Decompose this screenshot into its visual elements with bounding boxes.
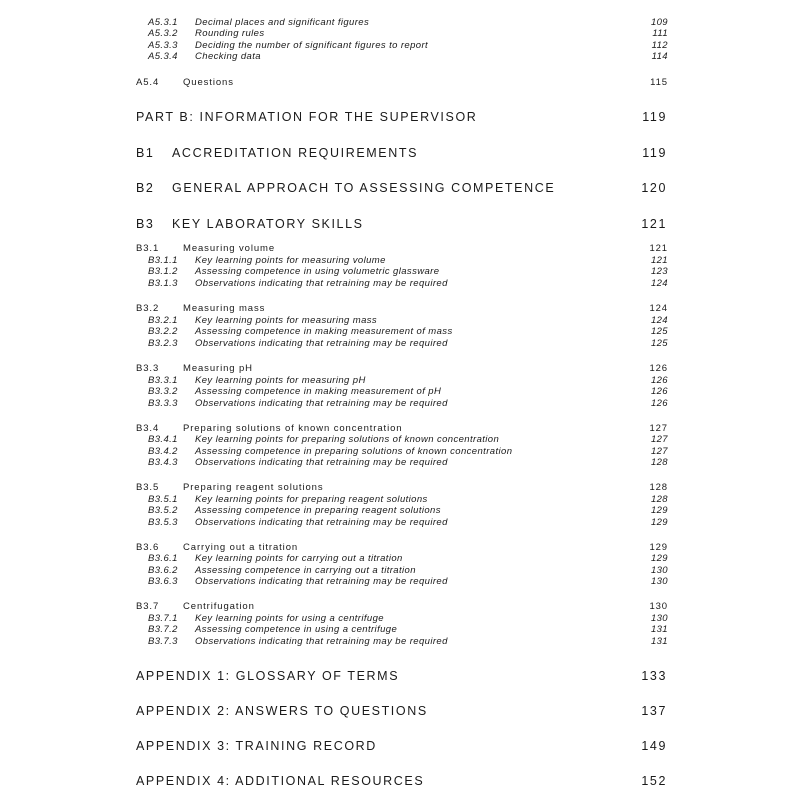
entry-page: 119 — [642, 146, 667, 160]
toc-subentry[interactable] — [0, 457, 800, 471]
toc-chapter-b2[interactable] — [0, 180, 800, 198]
entry-number: A5.3.2 — [148, 28, 178, 39]
entry-title: Assessing competence in carrying out a titration — [195, 565, 416, 576]
entry-number: B3.3.1 — [148, 375, 178, 386]
entry-title: APPENDIX 4: ADDITIONAL RESOURCES — [136, 774, 425, 788]
toc-subentry[interactable] — [0, 338, 800, 352]
entry-page: 128 — [649, 482, 668, 493]
entry-number: B3.7 — [136, 601, 160, 612]
entry-number: B3.3.2 — [148, 386, 178, 397]
entry-page: 130 — [650, 565, 668, 576]
entry-title: Assessing competence in making measurement of pH — [195, 386, 442, 397]
entry-page: 125 — [650, 338, 668, 349]
entry-page: 127 — [650, 434, 668, 445]
entry-title: Assessing competence in making measurement of mass — [195, 326, 453, 337]
entry-page: 121 — [641, 217, 667, 231]
entry-title: Observations indicating that retraining may be required — [195, 278, 448, 289]
toc-chapter-b3[interactable] — [0, 216, 800, 234]
entry-number: B3.2.3 — [148, 338, 178, 349]
entry-number: B3.6.3 — [148, 576, 178, 587]
entry-number: B3.1.2 — [148, 266, 178, 277]
entry-page: 114 — [651, 51, 668, 62]
entry-number: B3.2.1 — [148, 315, 178, 326]
entry-title: Questions — [183, 77, 234, 88]
toc-subentry[interactable] — [0, 576, 800, 590]
entry-title: Deciding the number of significant figures to report — [195, 40, 429, 51]
entry-number: B3.5.2 — [148, 505, 178, 516]
entry-page: 125 — [650, 326, 668, 337]
entry-page: 109 — [650, 17, 668, 28]
entry-title: Checking data — [195, 51, 261, 62]
entry-number: B3.6.2 — [148, 565, 178, 576]
entry-title: Preparing solutions of known concentration — [183, 423, 403, 434]
toc-subentry[interactable] — [0, 398, 800, 412]
entry-page: 127 — [649, 423, 668, 434]
entry-title: Observations indicating that retraining may be required — [195, 338, 448, 349]
entry-page: 121 — [650, 255, 668, 266]
toc-subentry[interactable] — [0, 51, 800, 65]
entry-number: B3.4.3 — [148, 457, 178, 468]
entry-title: APPENDIX 1: GLOSSARY OF TERMS — [136, 669, 400, 683]
entry-number: B3.2.2 — [148, 326, 178, 337]
entry-number: B3.6 — [136, 542, 160, 553]
entry-page: 127 — [650, 446, 668, 457]
entry-number: B3.7.1 — [148, 613, 178, 624]
entry-page: 130 — [650, 576, 668, 587]
entry-title: Measuring pH — [183, 363, 253, 374]
entry-page: 133 — [641, 669, 667, 683]
entry-page: 152 — [641, 774, 667, 788]
entry-title: Observations indicating that retraining may be required — [195, 517, 448, 528]
entry-number: B3.5.1 — [148, 494, 178, 505]
entry-number: B3.2 — [136, 303, 160, 314]
toc-subentry[interactable] — [0, 278, 800, 292]
entry-title: Key learning points for measuring pH — [195, 375, 366, 386]
entry-title: Key learning points for measuring mass — [195, 315, 378, 326]
entry-title: Assessing competence in preparing solutions of known concentration — [195, 446, 513, 457]
entry-title: Preparing reagent solutions — [183, 482, 324, 493]
entry-page: 131 — [650, 624, 668, 635]
entry-number: B3.5 — [136, 482, 160, 493]
entry-title: Observations indicating that retraining may be required — [195, 457, 448, 468]
entry-title: APPENDIX 3: TRAINING RECORD — [136, 739, 377, 753]
entry-title: Key learning points for carrying out a titration — [195, 553, 403, 564]
toc-part-b[interactable] — [0, 109, 800, 127]
entry-title: Assessing competence in using volumetric glassware — [195, 266, 440, 277]
entry-number: B3.1 — [136, 243, 160, 254]
entry-title: PART B: INFORMATION FOR THE SUPERVISOR — [136, 110, 478, 124]
entry-page: 126 — [649, 363, 668, 374]
entry-page: 129 — [650, 517, 668, 528]
entry-number: B3.3.3 — [148, 398, 178, 409]
entry-page: 129 — [650, 553, 668, 564]
toc-subentry[interactable] — [0, 636, 800, 650]
toc-appendix-4[interactable] — [0, 773, 800, 791]
entry-page: 126 — [650, 386, 668, 397]
entry-number: B3.4 — [136, 423, 160, 434]
entry-page: 128 — [650, 457, 668, 468]
entry-page: 126 — [650, 375, 668, 386]
entry-title: Observations indicating that retraining may be required — [195, 398, 448, 409]
entry-page: 131 — [650, 636, 668, 647]
entry-page: 111 — [652, 28, 668, 39]
entry-number: B3.7.2 — [148, 624, 178, 635]
entry-title: Rounding rules — [195, 28, 265, 39]
entry-number: B3.1.3 — [148, 278, 178, 289]
entry-title: GENERAL APPROACH TO ASSESSING COMPETENCE — [172, 181, 556, 195]
entry-number: B2 — [136, 181, 155, 195]
entry-page: 129 — [649, 542, 668, 553]
entry-title: Measuring mass — [183, 303, 266, 314]
entry-page: 124 — [650, 315, 668, 326]
entry-title: Key learning points for preparing solutions of known concentration — [195, 434, 500, 445]
entry-number: B3.6.1 — [148, 553, 178, 564]
entry-title: Key learning points for using a centrifuge — [195, 613, 384, 624]
entry-page: 119 — [642, 110, 667, 124]
entry-number: B3.7.3 — [148, 636, 178, 647]
toc-subentry[interactable] — [0, 517, 800, 531]
toc-chapter-b1[interactable] — [0, 145, 800, 163]
entry-number: B3 — [136, 217, 155, 231]
entry-title: Key learning points for measuring volume — [195, 255, 386, 266]
toc-appendix-2[interactable] — [0, 703, 800, 721]
toc-entry-a5-4[interactable] — [0, 77, 800, 91]
entry-page: 124 — [649, 303, 668, 314]
entry-title: Centrifugation — [183, 601, 255, 612]
entry-page: 124 — [650, 278, 668, 289]
entry-title: APPENDIX 2: ANSWERS TO QUESTIONS — [136, 704, 428, 718]
entry-page: 149 — [641, 739, 667, 753]
entry-title: Observations indicating that retraining may be required — [195, 576, 448, 587]
entry-page: 126 — [650, 398, 668, 409]
entry-page: 137 — [641, 704, 667, 718]
entry-page: 123 — [650, 266, 668, 277]
toc-appendix-3[interactable] — [0, 738, 800, 756]
entry-title: KEY LABORATORY SKILLS — [172, 217, 364, 231]
entry-title: Carrying out a titration — [183, 542, 299, 553]
toc-appendix-1[interactable] — [0, 668, 800, 686]
entry-title: Measuring volume — [183, 243, 276, 254]
entry-number: B3.4.2 — [148, 446, 178, 457]
entry-title: Decimal places and significant figures — [195, 17, 370, 28]
entry-page: 128 — [650, 494, 668, 505]
entry-title: Key learning points for preparing reagent solutions — [195, 494, 428, 505]
entry-page: 130 — [649, 601, 668, 612]
entry-number: A5.3.4 — [148, 51, 178, 62]
entry-title: Assessing competence in using a centrifuge — [195, 624, 398, 635]
entry-number: B3.1.1 — [148, 255, 178, 266]
entry-title: Assessing competence in preparing reagent solutions — [195, 505, 441, 516]
entry-number: A5.3.3 — [148, 40, 178, 51]
entry-title: Observations indicating that retraining may be required — [195, 636, 448, 647]
entry-number: B3.3 — [136, 363, 160, 374]
entry-number: B1 — [136, 146, 155, 160]
entry-page: 112 — [651, 40, 668, 51]
entry-number: B3.5.3 — [148, 517, 178, 528]
entry-page: 120 — [641, 181, 667, 195]
entry-page: 115 — [650, 77, 668, 88]
entry-page: 129 — [650, 505, 668, 516]
entry-page: 130 — [650, 613, 668, 624]
entry-title: ACCREDITATION REQUIREMENTS — [172, 146, 419, 160]
entry-page: 121 — [649, 243, 668, 254]
entry-number: A5.4 — [136, 77, 160, 88]
entry-number: B3.4.1 — [148, 434, 178, 445]
entry-number: A5.3.1 — [148, 17, 178, 28]
